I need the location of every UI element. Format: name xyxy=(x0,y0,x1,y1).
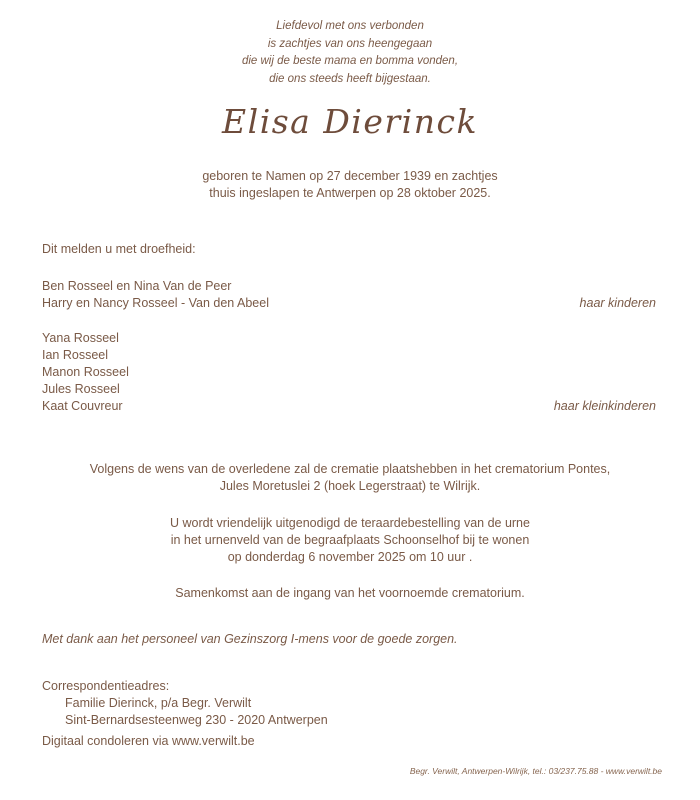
burial-info xyxy=(0,515,700,566)
children-list xyxy=(42,278,269,312)
children-line: Ben Rosseel en Nina Van de Peer xyxy=(42,279,232,293)
burial-line: op donderdag 6 november 2025 om 10 uur . xyxy=(227,550,473,564)
children-relation-label: haar kinderen xyxy=(579,296,656,310)
poem-line: Liefdevol met ons verbonden xyxy=(276,20,424,32)
life-dates-line: thuis ingeslapen te Antwerpen op 28 oktober 2025. xyxy=(209,186,491,200)
announcement-intro: Dit melden u met droefheid: xyxy=(42,242,196,256)
burial-line: U wordt vriendelijk uitgenodigd de teraardebestelling van de urne xyxy=(170,516,530,530)
grandchild-line: Manon Rosseel xyxy=(42,365,129,379)
grandchildren-list xyxy=(42,330,129,415)
grandchildren-relation-label: haar kleinkinderen xyxy=(553,399,656,413)
cremation-info xyxy=(0,461,700,495)
cremation-line: Volgens de wens van de overledene zal de crematie plaatshebben in het crematorium Pontes, xyxy=(89,462,611,476)
poem-line: is zachtjes van ons heengegaan xyxy=(267,37,433,50)
life-dates-line: geboren te Namen op 27 december 1939 en zachtjes xyxy=(202,169,498,183)
gathering-info: Samenkomst aan de ingang van het voornoemde crematorium. xyxy=(175,586,525,600)
memorial-poem xyxy=(0,18,700,88)
funeral-home-footer: Begr. Verwilt, Antwerpen-Wilrijk, tel.: 03/237.75.88 - www.verwilt.be xyxy=(409,766,662,776)
grandchild-line: Ian Rosseel xyxy=(42,348,109,362)
deceased-name: Elisa Dierinck xyxy=(222,102,478,141)
correspondence-line: Familie Dierinck, p/a Begr. Verwilt xyxy=(65,696,252,710)
correspondence-line: Sint-Bernardsesteenweg 230 - 2020 Antwerpen xyxy=(65,713,328,727)
poem-line: die ons steeds heeft bijgestaan. xyxy=(269,72,431,85)
correspondence-address xyxy=(65,695,328,729)
grandchild-line: Jules Rosseel xyxy=(42,382,120,396)
correspondence-heading: Correspondentieadres: xyxy=(42,679,170,693)
cremation-line: Jules Moretuslei 2 (hoek Legerstraat) te Wilrijk. xyxy=(219,479,481,493)
poem-line: die wij de beste mama en bomma vonden, xyxy=(241,55,459,67)
digital-condolences: Digitaal condoleren via www.verwilt.be xyxy=(42,734,255,748)
life-dates xyxy=(0,168,700,202)
children-line: Harry en Nancy Rosseel - Van den Abeel xyxy=(42,296,269,310)
grandchild-line: Yana Rosseel xyxy=(42,331,119,345)
thanks-note: Met dank aan het personeel van Gezinszorg I-mens voor de goede zorgen. xyxy=(42,632,458,646)
burial-line: in het urnenveld van de begraafplaats Schoonselhof bij te wonen xyxy=(170,533,530,547)
grandchild-line: Kaat Couvreur xyxy=(42,399,123,413)
